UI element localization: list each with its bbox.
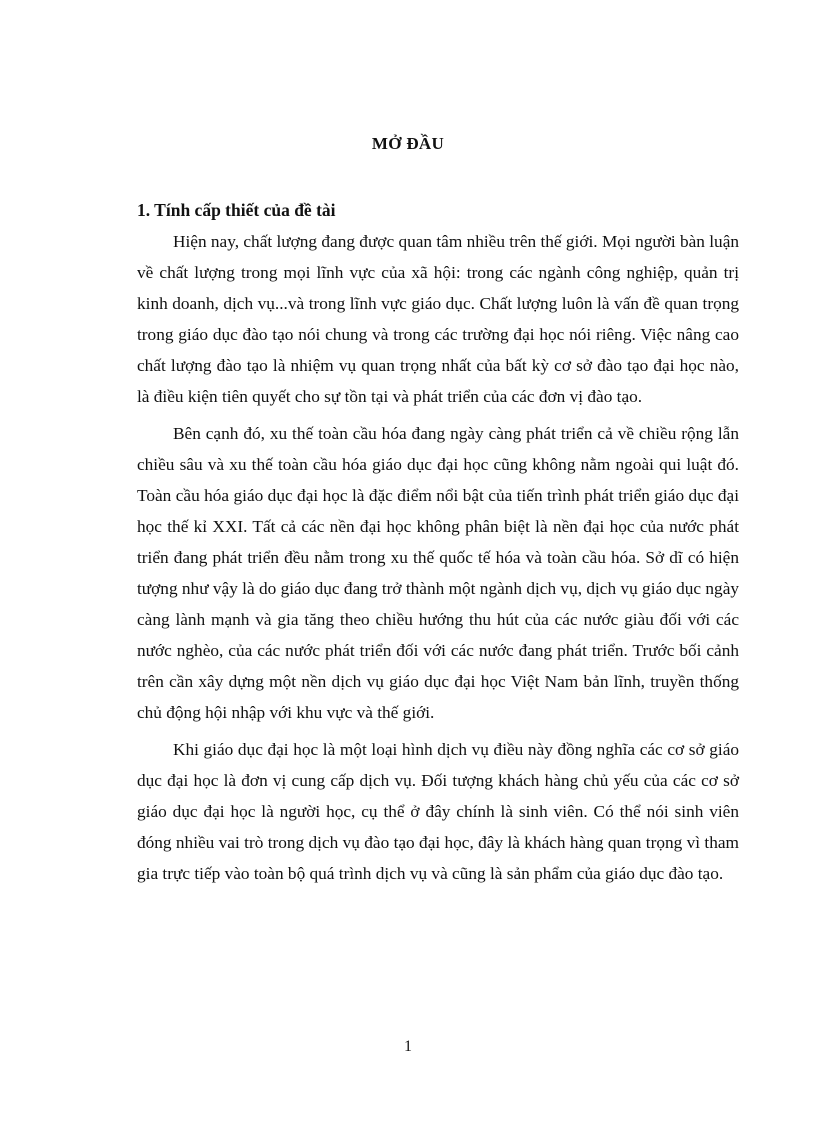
paragraph: Hiện nay, chất lượng đang được quan tâm nhiều trên thế giới. Mọi người bàn luận về chất lượng trong mọi lĩnh vực của xã hội: trong các ngành công nghiệp, quản trị kinh doanh, dịch vụ...và trong lĩnh vực giáo dục. Chất lượng luôn là vấn đề quan trọng trong giáo dục đào tạo nói chung và trong các trường đại học nói riêng. Việc nâng cao chất lượng đào tạo là nhiệm vụ quan trọng nhất của bất kỳ cơ sở đào tạo đại học nào, là điều kiện tiên quyết cho sự tồn tại và phát triển của các đơn vị đào tạo. bbox=[137, 232, 740, 406]
page-number: 1 bbox=[404, 1038, 412, 1055]
page-title: MỞ ĐẦU bbox=[371, 134, 445, 153]
paragraph: Khi giáo dục đại học là một loại hình dịch vụ điều này đồng nghĩa các cơ sở giáo dục đại học là đơn vị cung cấp dịch vụ. Đối tượng khách hàng chủ yếu của các cơ sở giáo dục đại học là người học, cụ thể ở đây chính là sinh viên. Có thể nói sinh viên đóng nhiều vai trò trong dịch vụ đào tạo đại học, đây là khách hàng quan trọng vì tham gia trực tiếp vào toàn bộ quá trình dịch vụ và cũng là sản phẩm của giáo dục đào tạo. bbox=[137, 740, 739, 883]
section-heading: 1. Tính cấp thiết của đề tài bbox=[137, 200, 336, 220]
paragraph: Bên cạnh đó, xu thế toàn cầu hóa đang ngày càng phát triển cả về chiều rộng lẫn chiều sâu và xu thế toàn cầu hóa giáo dục đại học cũng không nằm ngoài qui luật đó. Toàn cầu hóa giáo dục đại học là đặc điểm nổi bật của tiến trình phát triển giáo dục đại học thế kỉ XXI. Tất cả các nền đại học không phân biệt là nền đại học của nước phát triển đang phát triển đều nằm trong xu thế quốc tế hóa và toàn cầu hóa. Sở dĩ có hiện tượng như vậy là do giáo dục đang trở thành một ngành dịch vụ, dịch vụ giáo dục ngày càng lành mạnh và gia tăng theo chiều hướng thu hút của các nước giàu đối với các nước nghèo, của các nước phát triển đối với các nước đang phát triển. Trước bối cảnh trên cần xây dựng một nền dịch vụ giáo dục đại học Việt Nam bản lĩnh, truyền thống chủ động hội nhập với khu vực và thế giới. bbox=[137, 424, 739, 722]
document-body bbox=[137, 195, 739, 895]
